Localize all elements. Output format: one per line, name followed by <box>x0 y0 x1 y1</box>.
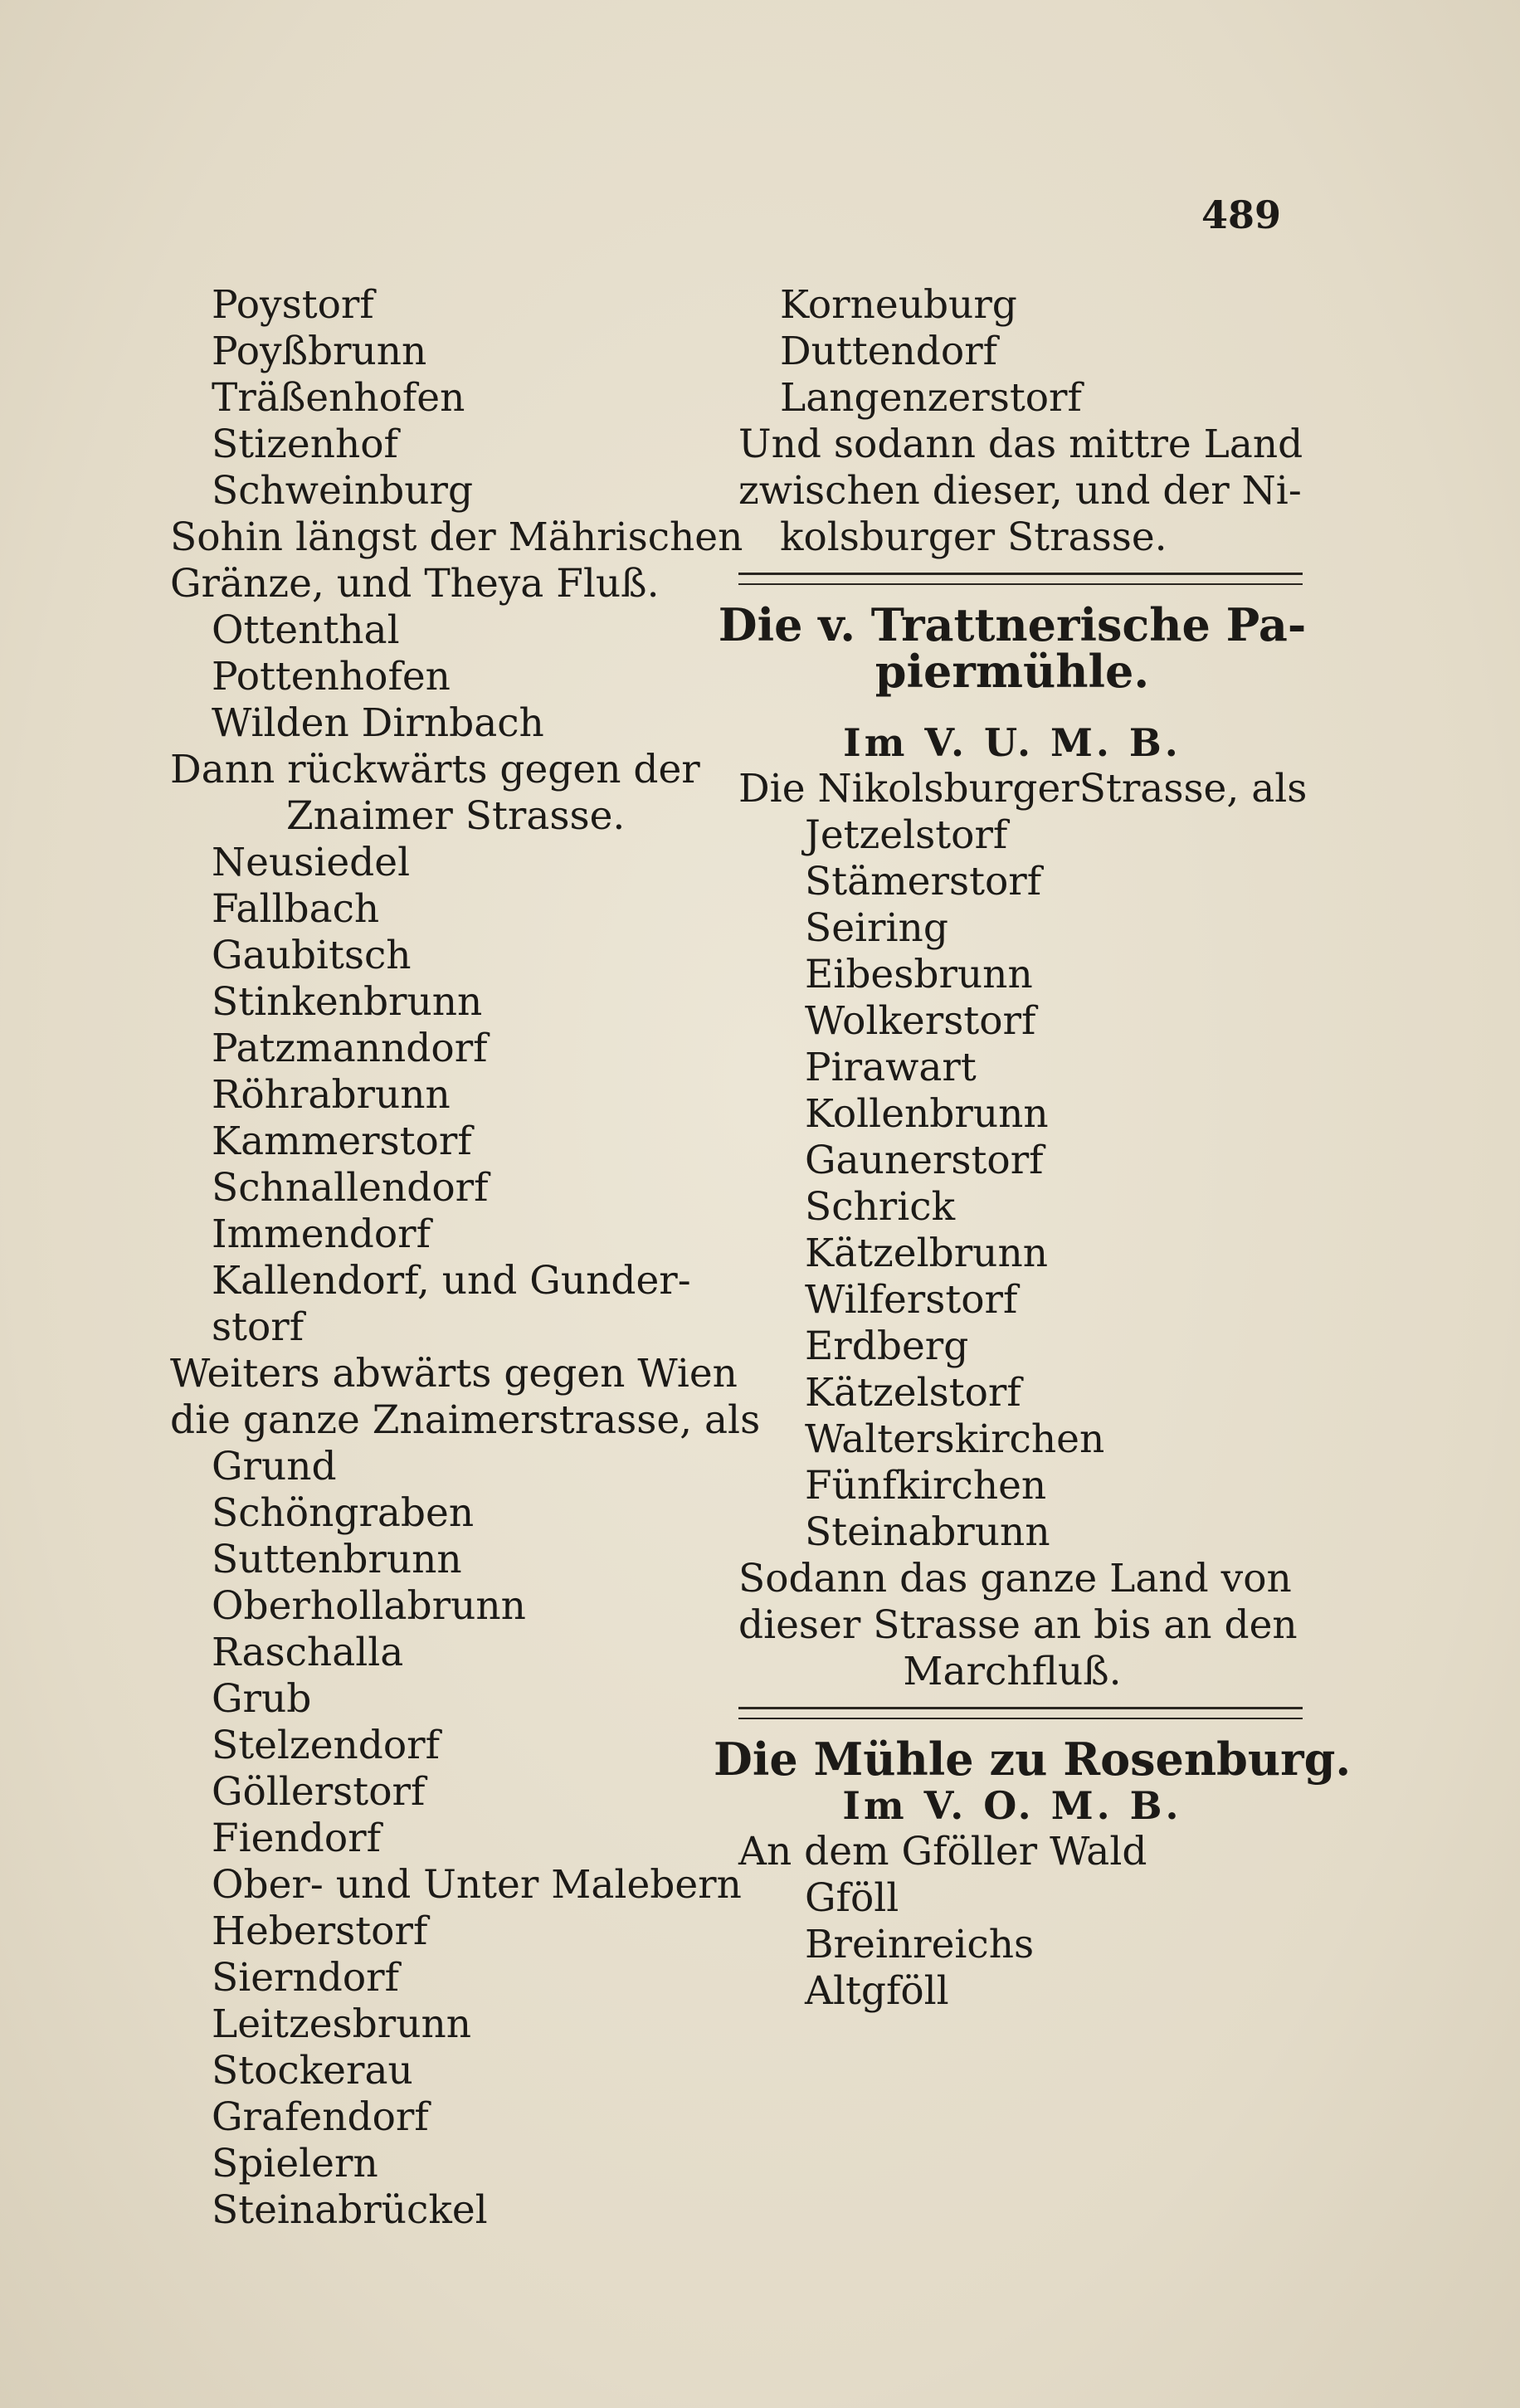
place-name: Wolkerstorf <box>805 998 1036 1044</box>
place-name: Schweinburg <box>212 468 474 514</box>
place-name: Stizenhof <box>212 422 398 467</box>
route-text: Weiters abwärts gegen Wien <box>170 1351 738 1397</box>
place-name: Steinabrunn <box>805 1509 1050 1555</box>
place-name: Grafendorf <box>212 2094 429 2140</box>
place-name: Eibesbrunn <box>805 952 1033 997</box>
route-text: Dann rückwärts gegen der <box>170 747 700 792</box>
place-name: Gaubitsch <box>212 933 412 978</box>
place-name: Patzmanndorf <box>212 1026 488 1071</box>
left-group-4 <box>162 1444 759 2234</box>
place-name: Stockerau <box>212 2048 413 2094</box>
place-name: Schöngraben <box>212 1490 475 1536</box>
left-group-2 <box>162 607 759 747</box>
place-name: storf <box>212 1304 304 1350</box>
place-name: Breinreichs <box>805 1922 1035 1967</box>
place-name: Stinkenbrunn <box>212 979 483 1025</box>
place-name: Fiendorf <box>212 1816 381 1861</box>
route-text: Die NikolsburgerStrasse, als <box>738 766 1308 812</box>
place-name: Jetzelstorf <box>805 812 1008 858</box>
place-name: Grub <box>212 1676 312 1722</box>
route-text: Sodann das ganze Land von <box>738 1556 1292 1601</box>
place-name: Kollenbrunn <box>805 1091 1049 1137</box>
place-name: Erdberg <box>805 1323 969 1369</box>
place-name: Altgföll <box>805 1968 949 2014</box>
route-text: kolsburger Strasse. <box>780 514 1167 560</box>
route-text: zwischen dieser, und der Ni- <box>738 468 1302 514</box>
place-name: Duttendorf <box>780 329 998 374</box>
route-text: dieser Strasse an bis an den <box>738 1602 1298 1648</box>
place-name: Steinabrückel <box>212 2187 488 2233</box>
route-text: Und sodann das mittre Land <box>738 422 1303 467</box>
place-name: Kätzelstorf <box>805 1370 1021 1416</box>
place-name: Wilden Dirnbach <box>212 700 544 746</box>
place-name: Neusiedel <box>212 840 411 885</box>
section-title: Die Mühle zu Rosenburg. <box>714 1733 1352 1786</box>
place-name: Ober- und Unter Malebern <box>212 1862 742 1908</box>
left-column <box>162 282 759 2234</box>
place-name: Poyßbrunn <box>212 329 427 374</box>
left-group-3 <box>162 840 759 1351</box>
place-name: Walterskirchen <box>805 1416 1105 1462</box>
route-text: Sohin längst der Mährischen <box>170 514 743 560</box>
right-group-1 <box>714 282 1311 422</box>
place-name: Spielern <box>212 2141 378 2186</box>
right-column <box>714 282 1352 2015</box>
place-name: Kallendorf, und Gunder- <box>212 1258 691 1304</box>
left-group-1 <box>162 282 759 514</box>
place-name: Heberstorf <box>212 1908 428 1954</box>
place-name: Pirawart <box>805 1045 977 1090</box>
place-name: Stelzendorf <box>212 1723 441 1768</box>
place-name: Grund <box>212 1444 337 1489</box>
place-name: Raschalla <box>212 1630 404 1675</box>
place-name: Schrick <box>805 1184 956 1230</box>
route-text: die ganze Znaimerstrasse, als <box>170 1397 761 1443</box>
section-trattner-mill <box>714 598 1311 1695</box>
place-name: Gaunerstorf <box>805 1138 1044 1183</box>
section-subtitle: Im V. O. M. B. <box>842 1783 1182 1828</box>
page-number: 489 <box>1201 193 1282 237</box>
place-name: Immendorf <box>212 1211 431 1257</box>
place-name: Stämerstorf <box>805 859 1042 904</box>
place-name: Pottenhofen <box>212 654 451 699</box>
section-title: piermühle. <box>874 645 1150 698</box>
place-name: Kammerstorf <box>212 1119 472 1164</box>
place-name: Poystorf <box>212 282 374 328</box>
section-rosenburg-mill <box>714 1733 1352 2015</box>
place-name: Korneuburg <box>780 282 1017 328</box>
place-name: Seiring <box>805 905 948 951</box>
place-name: Fünfkirchen <box>805 1463 1047 1509</box>
place-name: Oberhollabrunn <box>212 1583 526 1629</box>
place-name: Röhrabrunn <box>212 1072 451 1118</box>
section-title: Die v. Trattnerische Pa- <box>718 598 1307 651</box>
place-name: Wilferstorf <box>805 1277 1018 1323</box>
route-text: Marchfluß. <box>903 1649 1122 1694</box>
route-text: An dem Gföller Wald <box>738 1829 1147 1874</box>
place-name: Gföll <box>805 1875 899 1921</box>
place-name: Träßenhofen <box>212 375 465 421</box>
place-name: Suttenbrunn <box>212 1537 462 1582</box>
place-name: Langenzerstorf <box>780 375 1082 421</box>
place-name: Fallbach <box>212 886 380 932</box>
route-text: Gränze, und Theya Fluß. <box>170 561 660 607</box>
place-name: Ottenthal <box>212 607 400 653</box>
section-divider <box>738 1707 1303 1719</box>
section-divider <box>738 573 1303 585</box>
route-text: Znaimer Strasse. <box>286 793 626 839</box>
place-name: Schnallendorf <box>212 1165 489 1211</box>
place-name: Göllerstorf <box>212 1769 426 1815</box>
place-name: Kätzelbrunn <box>805 1231 1048 1276</box>
section-subtitle: Im V. U. M. B. <box>843 720 1181 765</box>
place-name: Sierndorf <box>212 1955 400 2001</box>
place-name: Leitzesbrunn <box>212 2001 472 2047</box>
